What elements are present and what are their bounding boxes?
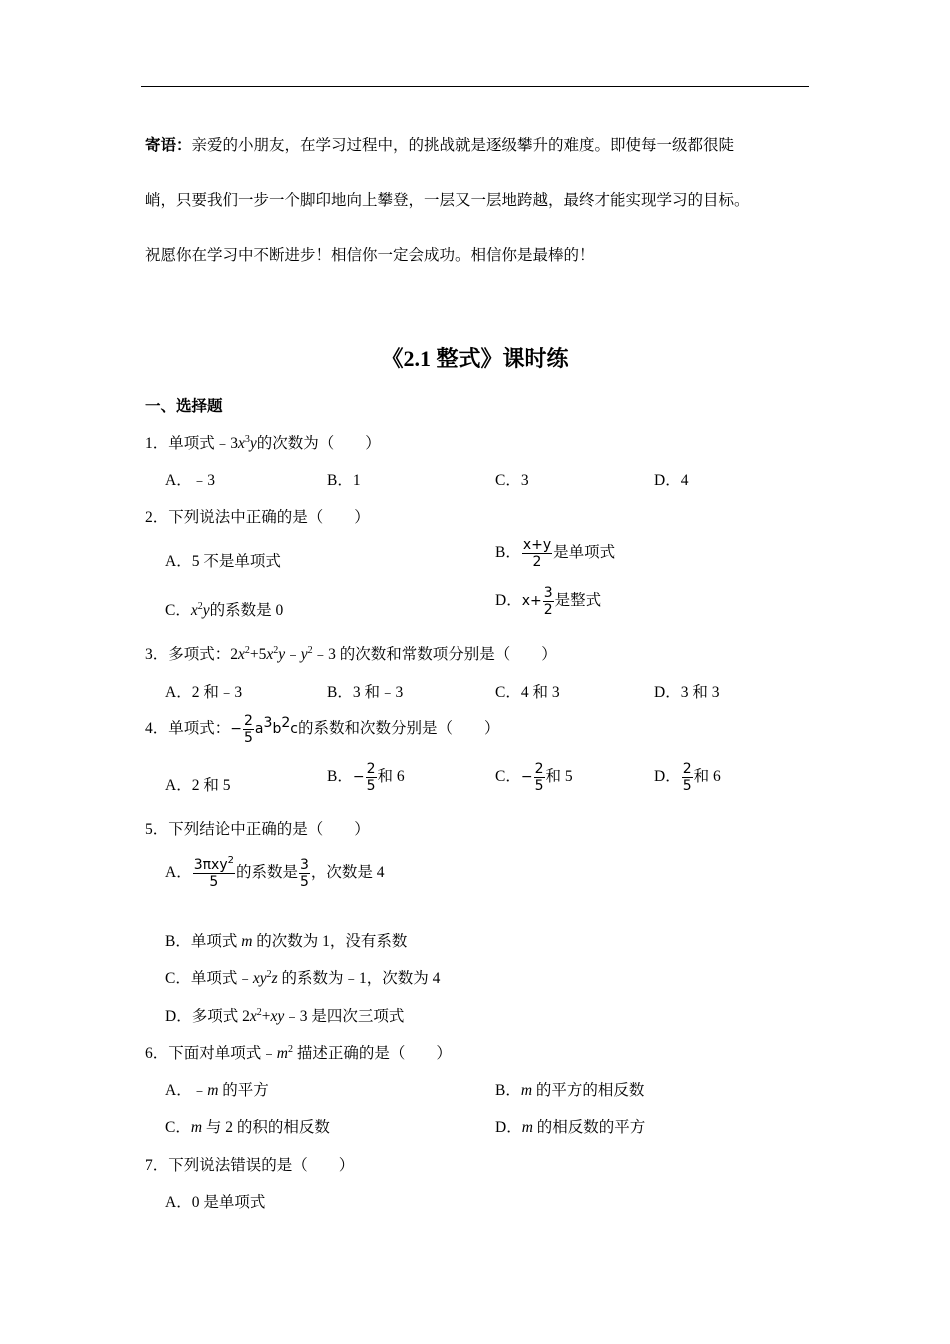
q6-b-var: m bbox=[520, 1082, 533, 1099]
q2-d-fraction bbox=[543, 586, 554, 617]
q3-var: x bbox=[266, 646, 274, 663]
q5-c-suffix: 的系数为﹣1，次数为 4 bbox=[277, 970, 441, 987]
q2-c-exp: 2 bbox=[197, 601, 203, 612]
q2-b-prefix: B． bbox=[495, 544, 521, 562]
intro-label: 寄语： bbox=[145, 137, 192, 154]
fraction-denominator: 5 bbox=[300, 874, 309, 890]
intro-line-2: 峭，只要我们一步一个脚印地向上攀登，一层又一层地跨越，最终才能实现学习的目标。 bbox=[145, 192, 750, 209]
q3-pre: 3．多项式：2 bbox=[145, 646, 239, 663]
q5-a-suffix: ，次数是 4 bbox=[310, 864, 385, 882]
q6-c-var: m bbox=[190, 1119, 203, 1136]
q1-var-x: x bbox=[238, 435, 245, 452]
q2-d-prefix: D． bbox=[495, 592, 522, 610]
minus-sign: − bbox=[352, 769, 365, 786]
q2-c-var-y: y bbox=[202, 602, 210, 619]
question-3-option-a[interactable]: A．2 和﹣3 bbox=[165, 684, 243, 701]
question-3-option-b[interactable]: B．3 和﹣3 bbox=[327, 684, 404, 701]
q5-b-suffix: 的次数为 1，没有系数 bbox=[252, 933, 408, 950]
minus-sign: − bbox=[520, 769, 533, 786]
intro-text-1: 亲爱的小朋友，在学习过程中，的挑战就是逐级攀升的难度。即使每一级都很陡 bbox=[191, 137, 735, 154]
q6-b-prefix: B． bbox=[495, 1082, 521, 1099]
q3-exp: 2 bbox=[307, 645, 313, 656]
q4-c-fraction bbox=[534, 762, 545, 793]
q4-d-prefix: D． bbox=[654, 768, 681, 786]
q2-c-prefix: C． bbox=[165, 602, 191, 619]
question-4-option-d[interactable] bbox=[654, 762, 721, 793]
q3-mid: ﹣ bbox=[285, 646, 301, 663]
q5-d-suffix: ﹣3 是四次三项式 bbox=[284, 1008, 405, 1025]
q5-d-mid: + bbox=[261, 1008, 271, 1025]
fraction-numerator: x+y bbox=[522, 537, 552, 553]
question-1-option-d[interactable]: D．4 bbox=[654, 472, 689, 489]
question-3-option-c[interactable]: C．4 和 3 bbox=[495, 684, 560, 701]
q4-c-prefix: C． bbox=[495, 768, 521, 786]
q6-c-prefix: C． bbox=[165, 1119, 191, 1136]
q5-a-fraction bbox=[193, 855, 235, 890]
fraction-denominator: 5 bbox=[682, 778, 692, 794]
fraction-numerator: 2 bbox=[366, 761, 376, 777]
question-2-stem: 2．下列说法中正确的是（ ） bbox=[145, 509, 370, 526]
question-2-option-c[interactable] bbox=[165, 598, 283, 620]
q4-b-fraction bbox=[366, 762, 377, 793]
intro-line-3: 祝愿你在学习中不断进步！相信你一定会成功。相信你是最棒的！ bbox=[145, 247, 595, 264]
q5-d-prefix: D．多项式 2 bbox=[165, 1008, 250, 1025]
q5-d-var: x bbox=[249, 1008, 257, 1025]
fraction-denominator: 5 bbox=[366, 778, 376, 794]
question-1-option-a[interactable]: A．﹣3 bbox=[165, 472, 215, 489]
q6-d-var: m bbox=[521, 1119, 533, 1136]
fraction-numerator: 2 bbox=[244, 713, 253, 729]
question-6-option-d[interactable] bbox=[495, 1115, 645, 1137]
q4-c-suffix: 和 5 bbox=[545, 768, 573, 786]
question-3-option-d[interactable]: D．3 和 3 bbox=[654, 684, 720, 701]
q6-b-suffix: 的平方的相反数 bbox=[532, 1082, 645, 1099]
q5-d-exp: 2 bbox=[256, 1007, 262, 1018]
q4-exp: 2 bbox=[281, 715, 291, 732]
q6-pre: 6．下面对单项式﹣ bbox=[145, 1045, 277, 1062]
fraction-denominator: 5 bbox=[534, 778, 544, 794]
q5-a-fraction-2 bbox=[299, 858, 310, 889]
q4-term: b bbox=[272, 721, 282, 738]
q4-pre: 4．单项式： bbox=[145, 720, 231, 738]
q6-a-var: m bbox=[207, 1082, 219, 1099]
q5-b-var: m bbox=[241, 933, 253, 950]
q5-c-var: xy bbox=[252, 970, 267, 987]
q4-exp: 3 bbox=[263, 715, 273, 732]
page-title: 《2.1 整式》课时练 bbox=[381, 346, 569, 371]
q6-d-suffix: 的相反数的平方 bbox=[532, 1119, 646, 1136]
q6-d-prefix: D． bbox=[495, 1119, 522, 1136]
q3-var: y bbox=[300, 646, 308, 663]
question-5-stem: 5．下列结论中正确的是（ ） bbox=[145, 821, 370, 838]
question-5-option-a[interactable] bbox=[165, 855, 385, 890]
question-7-stem: 7．下列说法错误的是（ ） bbox=[145, 1157, 355, 1174]
q6-var: m bbox=[276, 1045, 288, 1062]
q6-a-suffix: 的平方 bbox=[218, 1082, 269, 1099]
question-6-option-c[interactable] bbox=[165, 1115, 330, 1137]
question-1-stem bbox=[145, 431, 381, 453]
fraction-denominator: 2 bbox=[532, 554, 542, 570]
q5-exp: 2 bbox=[227, 855, 234, 866]
fraction-numerator: 3 bbox=[300, 857, 309, 873]
question-1-option-b[interactable]: B．1 bbox=[327, 472, 361, 489]
q3-exp: 2 bbox=[244, 645, 250, 656]
q5-b-prefix: B．单项式 bbox=[165, 933, 242, 950]
q4-fraction bbox=[243, 714, 254, 745]
fraction-denominator: 5 bbox=[244, 730, 253, 746]
q4-d-suffix: 和 6 bbox=[693, 768, 721, 786]
q2-b-fraction bbox=[522, 538, 552, 569]
fraction-denominator: 2 bbox=[543, 602, 553, 618]
q1-exp: 3 bbox=[244, 434, 250, 445]
question-7-option-a[interactable]: A．0 是单项式 bbox=[165, 1194, 266, 1211]
q2-c-suffix: 的系数是 0 bbox=[209, 602, 284, 619]
intro-line-1 bbox=[145, 133, 734, 155]
fraction-numerator: 3 bbox=[543, 585, 553, 601]
fraction-denominator: 5 bbox=[209, 874, 219, 890]
q5-c-var: z bbox=[271, 970, 278, 987]
question-2-option-d[interactable] bbox=[495, 586, 601, 617]
q2-d-suffix: 是整式 bbox=[554, 592, 602, 610]
q5-d-var: xy bbox=[270, 1008, 285, 1025]
q6-c-suffix: 与 2 的积的相反数 bbox=[202, 1119, 330, 1136]
fraction-numerator-text: 3πxy bbox=[193, 857, 228, 873]
question-1-option-c[interactable]: C．3 bbox=[495, 472, 529, 489]
q4-term: c bbox=[290, 721, 298, 738]
q3-var: y bbox=[278, 646, 286, 663]
header-rule bbox=[141, 86, 809, 87]
question-3-stem bbox=[145, 642, 557, 664]
q2-b-suffix: 是单项式 bbox=[553, 544, 616, 562]
q5-a-prefix: A． bbox=[165, 864, 192, 882]
question-6-option-b[interactable] bbox=[495, 1078, 644, 1100]
q6-a-prefix: A．﹣ bbox=[165, 1082, 208, 1099]
q2-d-term: x+ bbox=[521, 593, 542, 610]
question-6-option-a[interactable] bbox=[165, 1078, 269, 1100]
q4-term: a bbox=[254, 721, 264, 738]
q4-b-prefix: B． bbox=[327, 768, 353, 786]
minus-sign: − bbox=[230, 721, 242, 738]
q4-post: 的系数和次数分别是（ ） bbox=[297, 720, 500, 738]
question-4-option-b[interactable] bbox=[327, 762, 405, 793]
question-2-option-b[interactable] bbox=[495, 538, 615, 569]
fraction-numerator bbox=[193, 855, 235, 873]
q3-exp: 2 bbox=[273, 645, 279, 656]
question-5-option-b[interactable] bbox=[165, 929, 407, 951]
q6-exp: 2 bbox=[287, 1044, 293, 1055]
q6-post: 描述正确的是（ ） bbox=[292, 1045, 452, 1062]
question-4-option-c[interactable] bbox=[495, 762, 573, 793]
question-4-option-a[interactable]: A．2 和 5 bbox=[165, 777, 231, 794]
q4-d-fraction bbox=[682, 762, 693, 793]
section-heading: 一、选择题 bbox=[145, 398, 223, 415]
q3-mid: +5 bbox=[249, 646, 267, 663]
q3-post: ﹣3 的次数和常数项分别是（ ） bbox=[312, 646, 557, 663]
question-5-option-d[interactable] bbox=[165, 1004, 404, 1026]
q1-var-y: y bbox=[249, 435, 257, 452]
q5-c-prefix: C．单项式﹣ bbox=[165, 970, 253, 987]
question-4-stem bbox=[145, 714, 499, 745]
q5-a-mid: 的系数是 bbox=[235, 864, 298, 882]
question-6-stem bbox=[145, 1041, 452, 1063]
q1-pre: 1．单项式﹣3 bbox=[145, 435, 239, 452]
q5-c-exp: 2 bbox=[266, 969, 272, 980]
question-2-option-a[interactable]: A．5 不是单项式 bbox=[165, 553, 281, 570]
fraction-numerator: 2 bbox=[682, 761, 692, 777]
q1-post: 的次数为（ ） bbox=[256, 435, 381, 452]
question-5-option-c[interactable] bbox=[165, 966, 440, 988]
q2-c-var-x: x bbox=[190, 602, 198, 619]
fraction-numerator: 2 bbox=[534, 761, 544, 777]
q4-b-suffix: 和 6 bbox=[377, 768, 405, 786]
q3-var: x bbox=[238, 646, 245, 663]
